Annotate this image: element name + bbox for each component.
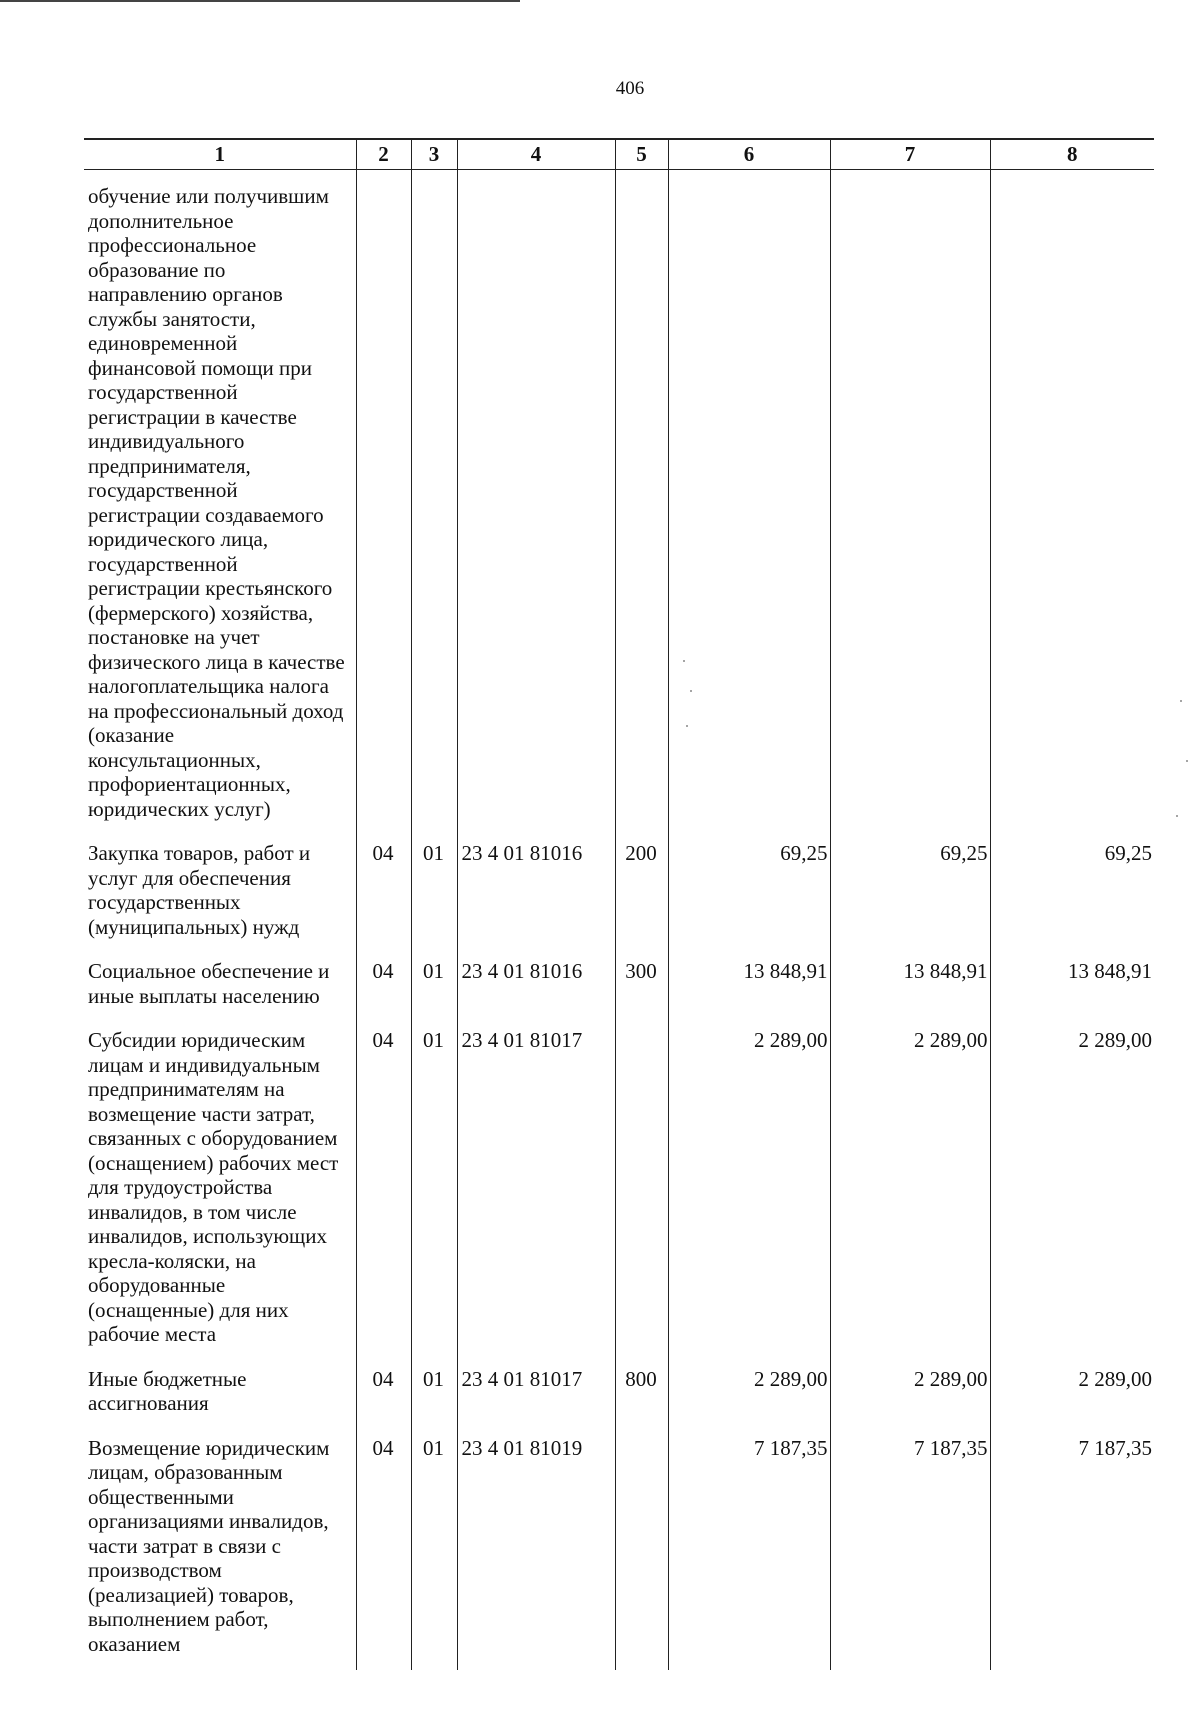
row-value-6: 2 289,00 bbox=[668, 1367, 830, 1416]
row-vr bbox=[615, 1028, 668, 1347]
row-description: Возмещение юридическим лицам, образованным общественными организациями инвалидов, части затрат в связи с производством (реализацией) товаров, выполнением работ, оказанием bbox=[88, 1435, 330, 1656]
header-col-1: 1 bbox=[84, 139, 356, 170]
row-value-6: 7 187,35 bbox=[668, 1436, 830, 1657]
row-kcsr: 23 4 01 81017 bbox=[457, 1367, 615, 1416]
header-col-7: 7 bbox=[830, 139, 990, 170]
row-value-7: 2 289,00 bbox=[830, 1367, 990, 1416]
row-vr: 300 bbox=[615, 959, 668, 1008]
scan-speck bbox=[690, 690, 692, 692]
row-kcsr: 23 4 01 81017 bbox=[457, 1028, 615, 1347]
row-description: Субсидии юридическим лицам и индивидуальным предпринимателям на возмещение части затрат, связанных с оборудованием (оснащением) рабочих мест для трудоустройства инвалидов, в том числе инвалидов, использующих кресла-коляски, на оборудованные (оснащенные) для них рабочие места bbox=[88, 1028, 339, 1346]
row-kcsr: 23 4 01 81019 bbox=[457, 1436, 615, 1657]
row-value-7: 2 289,00 bbox=[830, 1028, 990, 1347]
budget-table bbox=[84, 138, 1154, 1670]
row-vr: 800 bbox=[615, 1367, 668, 1416]
header-row bbox=[84, 139, 1154, 170]
row-rz: 04 bbox=[356, 841, 411, 939]
row-value-7: 69,25 bbox=[830, 841, 990, 939]
row-pr: 01 bbox=[411, 1436, 457, 1657]
row-value-8: 2 289,00 bbox=[990, 1367, 1154, 1416]
row-rz: 04 bbox=[356, 1028, 411, 1347]
row-value-6: 13 848,91 bbox=[668, 959, 830, 1008]
table-row bbox=[84, 1367, 1154, 1416]
row-pr: 01 bbox=[411, 1028, 457, 1347]
scan-speck bbox=[1186, 760, 1188, 762]
row-rz: 04 bbox=[356, 959, 411, 1008]
row-value-8: 7 187,35 bbox=[990, 1436, 1154, 1657]
header-col-5: 5 bbox=[615, 139, 668, 170]
scan-speck bbox=[1176, 815, 1178, 817]
scan-speck bbox=[1180, 700, 1182, 702]
row-pr: 01 bbox=[411, 959, 457, 1008]
row-value-6: 2 289,00 bbox=[668, 1028, 830, 1347]
row-pr: 01 bbox=[411, 841, 457, 939]
row-value-7: 13 848,91 bbox=[830, 959, 990, 1008]
page-number: 406 bbox=[615, 78, 645, 99]
row-rz: 04 bbox=[356, 1436, 411, 1657]
row-value-8: 13 848,91 bbox=[990, 959, 1154, 1008]
row-kcsr: 23 4 01 81016 bbox=[457, 959, 615, 1008]
row-value-7: 7 187,35 bbox=[830, 1436, 990, 1657]
header-col-4: 4 bbox=[457, 139, 615, 170]
table-row bbox=[84, 959, 1154, 1008]
scan-top-rule bbox=[0, 0, 520, 2]
header-col-2: 2 bbox=[356, 139, 411, 170]
row-description: Социальное обеспечение и иные выплаты населению bbox=[88, 959, 330, 1008]
table-row bbox=[84, 1028, 1154, 1347]
continuation-description: обучение или получившим дополнительное профессиональное образование по направлению органов службы занятости, единовременной финансовой помощи при государственной регистрации в качестве индивидуального предпринимателя, государственной регистрации создаваемого юридического лица, государственной регистрации крестьянского (фермерского) хозяйства, постановке на учет физического лица в качестве налогоплательщика налога на профессиональный доход (оказание консультационных, профориентационных, юридических услуг) bbox=[88, 184, 345, 821]
row-vr: 200 bbox=[615, 841, 668, 939]
row-value-6: 69,25 bbox=[668, 841, 830, 939]
row-value-8: 69,25 bbox=[990, 841, 1154, 939]
header-col-6: 6 bbox=[668, 139, 830, 170]
header-col-3: 3 bbox=[411, 139, 457, 170]
row-rz: 04 bbox=[356, 1367, 411, 1416]
row-value-8: 2 289,00 bbox=[990, 1028, 1154, 1347]
row-pr: 01 bbox=[411, 1367, 457, 1416]
table-row bbox=[84, 1436, 1154, 1657]
row-kcsr: 23 4 01 81016 bbox=[457, 841, 615, 939]
scan-speck bbox=[686, 725, 688, 727]
row-description: Иные бюджетные ассигнования bbox=[88, 1366, 247, 1415]
header-col-8: 8 bbox=[990, 139, 1154, 170]
row-vr bbox=[615, 1436, 668, 1657]
table-row bbox=[84, 184, 1154, 821]
scan-speck bbox=[683, 660, 685, 662]
table-row bbox=[84, 841, 1154, 939]
row-description: Закупка товаров, работ и услуг для обеспечения государственных (муниципальных) нужд bbox=[88, 841, 311, 939]
